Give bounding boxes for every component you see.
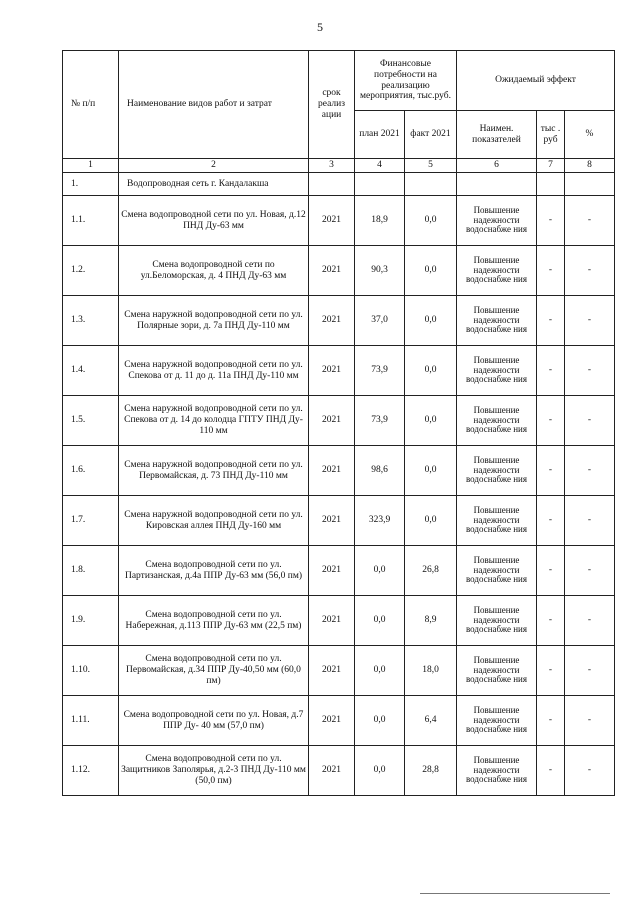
work-name: Смена наружной водопроводной сети по ул. Спекова от д. 14 до колодца ГПТУ ПНД Ду- 110 мм [119,396,309,446]
row-period: 2021 [309,196,355,246]
work-name: Смена наружной водопроводной сети по ул. Полярные зори, д. 7а ПНД Ду-110 мм [119,296,309,346]
row-number: 1.1. [63,196,119,246]
row-fact: 0,0 [405,346,457,396]
column-numbers-row [63,159,615,173]
row-percent: - [565,596,615,646]
table-row [63,346,615,396]
header-indicator: Наимен. показателей [457,111,537,159]
row-period: 2021 [309,596,355,646]
row-thousand-rub: - [537,396,565,446]
row-fact: 0,0 [405,446,457,496]
column-number: 4 [355,159,405,173]
row-period: 2021 [309,246,355,296]
header-effect: Ожидаемый эффект [457,51,615,111]
row-thousand-rub: - [537,496,565,546]
empty-cell [457,173,537,196]
row-plan: 0,0 [355,746,405,796]
work-name: Смена водопроводной сети по ул. Партизанская, д.4а ППР Ду-63 мм (56,0 пм) [119,546,309,596]
row-percent: - [565,546,615,596]
row-plan: 37,0 [355,296,405,346]
row-thousand-rub: - [537,196,565,246]
row-number: 1.12. [63,746,119,796]
row-number: 1.8. [63,546,119,596]
row-thousand-rub: - [537,346,565,396]
column-number: 7 [537,159,565,173]
row-period: 2021 [309,446,355,496]
empty-cell [355,173,405,196]
header-num: № п/п [63,51,119,159]
column-number: 2 [119,159,309,173]
work-name: Смена водопроводной сети по ул. Набережная, д.113 ППР Ду-63 мм (22,5 пм) [119,596,309,646]
row-thousand-rub: - [537,746,565,796]
row-indicator: Повышение надежности водоснабже ния [457,696,537,746]
row-indicator: Повышение надежности водоснабже ния [457,396,537,446]
row-number: 1.3. [63,296,119,346]
work-name: Смена водопроводной сети по ул. Первомайская, д.34 ППР Ду-40,50 мм (60,0 пм) [119,646,309,696]
row-indicator: Повышение надежности водоснабже ния [457,596,537,646]
work-name: Смена наружной водопроводной сети по ул. Кировская аллея ПНД Ду-160 мм [119,496,309,546]
row-fact: 26,8 [405,546,457,596]
column-number: 8 [565,159,615,173]
row-thousand-rub: - [537,246,565,296]
table-row [63,446,615,496]
row-plan: 90,3 [355,246,405,296]
row-thousand-rub: - [537,546,565,596]
row-percent: - [565,196,615,246]
row-plan: 0,0 [355,696,405,746]
row-plan: 0,0 [355,546,405,596]
row-indicator: Повышение надежности водоснабже ния [457,746,537,796]
row-number: 1.10. [63,646,119,696]
row-indicator: Повышение надежности водоснабже ния [457,196,537,246]
row-percent: - [565,346,615,396]
row-indicator: Повышение надежности водоснабже ния [457,646,537,696]
empty-cell [565,173,615,196]
header-name: Наименование видов работ и затрат [119,51,309,159]
row-thousand-rub: - [537,696,565,746]
row-fact: 28,8 [405,746,457,796]
work-name: Смена наружной водопроводной сети по ул. Спекова от д. 11 до д. 11а ПНД Ду-110 мм [119,346,309,396]
section-title: Водопроводная сеть г. Кандалакша [119,173,309,196]
row-fact: 0,0 [405,296,457,346]
row-plan: 0,0 [355,596,405,646]
row-number: 1.7. [63,496,119,546]
empty-cell [537,173,565,196]
column-number: 3 [309,159,355,173]
header-finance: Финансовые потребности на реализацию мероприятия, тыс.руб. [355,51,457,111]
empty-cell [309,173,355,196]
row-period: 2021 [309,746,355,796]
works-table [62,50,615,796]
row-thousand-rub: - [537,596,565,646]
row-period: 2021 [309,296,355,346]
work-name: Смена наружной водопроводной сети по ул. Первомайская, д. 73 ПНД Ду-110 мм [119,446,309,496]
table-row [63,396,615,446]
row-thousand-rub: - [537,446,565,496]
row-percent: - [565,396,615,446]
row-period: 2021 [309,646,355,696]
section-row [63,173,615,196]
work-name: Смена водопроводной сети по ул.Беломорская, д. 4 ПНД Ду-63 мм [119,246,309,296]
row-indicator: Повышение надежности водоснабже ния [457,446,537,496]
column-number: 5 [405,159,457,173]
row-percent: - [565,246,615,296]
row-plan: 98,6 [355,446,405,496]
header-row-1 [63,51,615,111]
page-number: 5 [317,20,323,34]
row-fact: 6,4 [405,696,457,746]
row-fact: 8,9 [405,596,457,646]
column-number: 6 [457,159,537,173]
row-number: 1.5. [63,396,119,446]
row-plan: 73,9 [355,396,405,446]
table-row [63,196,615,246]
work-name: Смена водопроводной сети по ул. Новая, д.12 ПНД Ду-63 мм [119,196,309,246]
table-row [63,496,615,546]
row-indicator: Повышение надежности водоснабже ния [457,546,537,596]
row-indicator: Повышение надежности водоснабже ния [457,496,537,546]
table-row [63,246,615,296]
row-percent: - [565,446,615,496]
row-plan: 18,9 [355,196,405,246]
row-period: 2021 [309,396,355,446]
row-thousand-rub: - [537,646,565,696]
row-plan: 73,9 [355,346,405,396]
row-indicator: Повышение надежности водоснабже ния [457,346,537,396]
row-period: 2021 [309,346,355,396]
row-number: 1.2. [63,246,119,296]
row-fact: 0,0 [405,496,457,546]
scan-artifact-line [420,893,610,894]
work-name: Смена водопроводной сети по ул. Защитников Заполярья, д.2-3 ПНД Ду-110 мм (50,0 пм) [119,746,309,796]
empty-cell [405,173,457,196]
row-fact: 0,0 [405,196,457,246]
table-row [63,696,615,746]
row-number: 1.6. [63,446,119,496]
row-number: 1.9. [63,596,119,646]
row-number: 1.4. [63,346,119,396]
row-plan: 0,0 [355,646,405,696]
column-number: 1 [63,159,119,173]
row-fact: 18,0 [405,646,457,696]
table-row [63,546,615,596]
row-period: 2021 [309,696,355,746]
row-percent: - [565,746,615,796]
header-percent: % [565,111,615,159]
header-period: срок реализ ации [309,51,355,159]
row-percent: - [565,496,615,546]
row-indicator: Повышение надежности водоснабже ния [457,246,537,296]
row-number: 1.11. [63,696,119,746]
table-row [63,596,615,646]
header-fact: факт 2021 [405,111,457,159]
table-row [63,746,615,796]
row-fact: 0,0 [405,396,457,446]
row-period: 2021 [309,496,355,546]
row-plan: 323,9 [355,496,405,546]
row-thousand-rub: - [537,296,565,346]
section-num: 1. [63,173,119,196]
row-percent: - [565,296,615,346]
work-name: Смена водопроводной сети по ул. Новая, д.7 ППР Ду- 40 мм (57,0 пм) [119,696,309,746]
header-thousand-rub: тыс . руб [537,111,565,159]
row-percent: - [565,646,615,696]
table-row [63,296,615,346]
row-fact: 0,0 [405,246,457,296]
row-period: 2021 [309,546,355,596]
row-indicator: Повышение надежности водоснабже ния [457,296,537,346]
header-plan: план 2021 [355,111,405,159]
table-row [63,646,615,696]
row-percent: - [565,696,615,746]
